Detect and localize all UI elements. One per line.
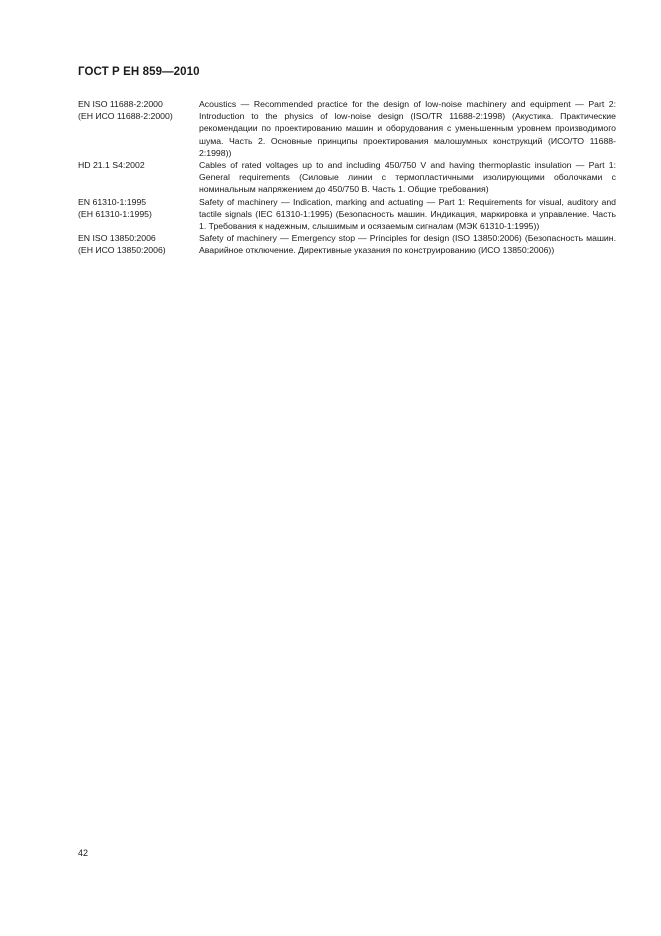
- reference-row: [78, 98, 616, 159]
- reference-code-ru: (ЕН ИСО 11688-2:2000): [78, 111, 173, 122]
- reference-code-en: EN 61310-1:1995: [78, 196, 147, 207]
- reference-row: [78, 159, 616, 196]
- document-header: ГОСТ Р ЕН 859—2010: [78, 66, 200, 78]
- reference-description: Acoustics — Recommended practice for the design of low-noise machinery and equipment — Part 2: Introduction to the physics of low-noise design (ISO/TR 11688-2:1998) (Акустика. Практические рекомендации по проектированию машин и оборудования с уменьшенным уровнем производимого шума. Часть 2. Основные принципы проектирования малошумных конструкций (ИСО/ТО 11688-2:1998)): [199, 99, 616, 158]
- reference-code-en: EN ISO 13850:2006: [78, 233, 156, 244]
- reference-code: [78, 98, 199, 122]
- reference-description: Cables of rated voltages up to and including 450/750 V and having thermoplastic insulation — Part 1: General requirements (Силовые линии с термопластичными изолирующими оболочками с номинальным напряжением до 450/750 В. Часть 1. Общие требования): [199, 160, 616, 195]
- references-list: [78, 98, 616, 257]
- reference-code: [78, 159, 199, 171]
- reference-code-en: HD 21.1 S4:2002: [78, 160, 145, 171]
- reference-row: [78, 232, 616, 256]
- reference-code: [78, 196, 199, 220]
- reference-code: [78, 232, 199, 256]
- page-number: 42: [78, 848, 89, 858]
- reference-description: Safety of machinery — Indication, marking and actuating — Part 1: Requirements for visual, auditory and tactile signals (IEC 61310-1:1995) (Безопасность машин. Индикация, маркировка и управление. Часть 1. Требования к надежным, слышимым и осязаемым сигналам (МЭК 61310-1:1995)): [199, 196, 616, 232]
- reference-code-en: EN ISO 11688-2:2000: [78, 99, 163, 109]
- reference-code-ru: (ЕН 61310-1:1995): [78, 208, 152, 219]
- reference-description: Safety of machinery — Emergency stop — Principles for design (ISO 13850:2006) (Безопасность машин. Аварийное отключение. Директивные указания по конструированию (ИСО 13850:2006)): [199, 233, 616, 256]
- reference-code-ru: (ЕН ИСО 13850:2006): [78, 245, 166, 256]
- reference-row: [78, 196, 616, 233]
